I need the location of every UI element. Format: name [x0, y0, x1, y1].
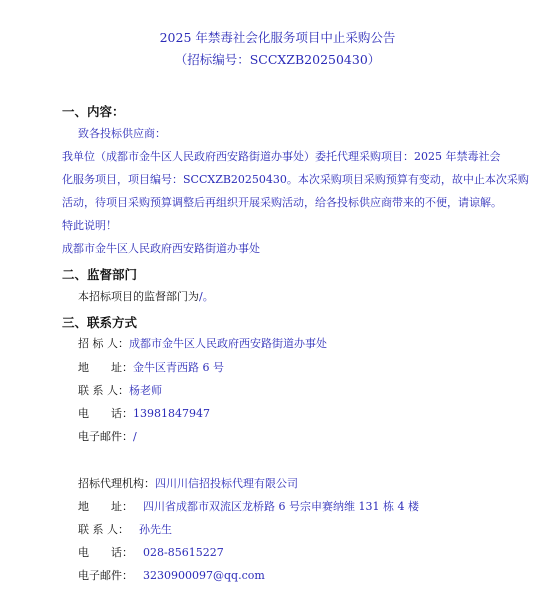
agency-name-row [78, 477, 298, 491]
agency-phone-row [78, 546, 224, 560]
buyer-name-value: 成都市金牛区人民政府西安路街道办事处 [129, 337, 327, 350]
buyer-email-label: 电子邮件： [78, 430, 133, 443]
buyer-address-label: 地 址： [78, 361, 133, 374]
agency-address-value: 四川省成都市双流区龙桥路 6 号宗申赛纳维 131 栋 4 楼 [143, 500, 419, 513]
section-content-heading: 一、内容： [62, 104, 125, 119]
agency-address-row [78, 500, 419, 514]
agency-email-label: 电子邮件： [78, 569, 133, 582]
supervision-value: /。 [199, 290, 214, 303]
page-title: 2025 年禁毒社会化服务项目中止采购公告 [159, 30, 396, 45]
agency-name-value: 四川川信招投标代理有限公司 [155, 477, 298, 490]
buyer-name-label: 招 标 人： [78, 337, 129, 350]
agency-contact-value: 孙先生 [139, 523, 172, 536]
buyer-contact-label: 联 系 人： [78, 384, 129, 397]
signature: 成都市金牛区人民政府西安路街道办事处 [62, 242, 260, 255]
agency-address-label: 地 址： [78, 500, 133, 513]
buyer-address-row [78, 361, 224, 375]
greeting: 致各投标供应商： [78, 127, 166, 140]
agency-phone-label: 电 话： [78, 546, 133, 559]
paragraph-line-2: 化服务项目，项目编号：SCCXZB20250430。本次采购项目采购预算有变动，故中止本次采购 [62, 173, 529, 186]
paragraph-line-1: 我单位（成都市金牛区人民政府西安路街道办事处）委托代理采购项目：2025 年禁毒社会 [62, 150, 501, 163]
buyer-name-row [78, 337, 327, 351]
agency-phone-value: 028-85615227 [143, 546, 224, 559]
supervision-text [78, 290, 214, 304]
section-supervision-heading: 二、监督部门 [62, 267, 138, 282]
buyer-contact-row [78, 384, 162, 398]
agency-contact-label: 联 系 人： [78, 523, 129, 536]
buyer-address-value: 金牛区青西路 6 号 [133, 361, 224, 374]
buyer-phone-row [78, 407, 210, 421]
agency-contact-row [78, 523, 172, 537]
buyer-email-row [78, 430, 137, 444]
paragraph-line-3: 活动，待项目采购预算调整后再组织开展采购活动，给各投标供应商带来的不便，请谅解。 [62, 196, 502, 209]
buyer-phone-value: 13981847947 [133, 407, 210, 420]
agency-email-value: 3230900097@qq.com [143, 569, 265, 582]
buyer-email-value: / [133, 430, 137, 443]
buyer-phone-label: 电 话： [78, 407, 133, 420]
paragraph-line-4: 特此说明！ [62, 219, 117, 232]
agency-name-label: 招标代理机构： [78, 477, 155, 490]
agency-email-row [78, 569, 265, 583]
buyer-contact-value: 杨老师 [129, 384, 162, 397]
supervision-label: 本招标项目的监督部门为 [78, 290, 199, 303]
section-contact-heading: 三、联系方式 [62, 315, 138, 330]
bid-number: （招标编号：SCCXZB20250430） [174, 52, 381, 67]
